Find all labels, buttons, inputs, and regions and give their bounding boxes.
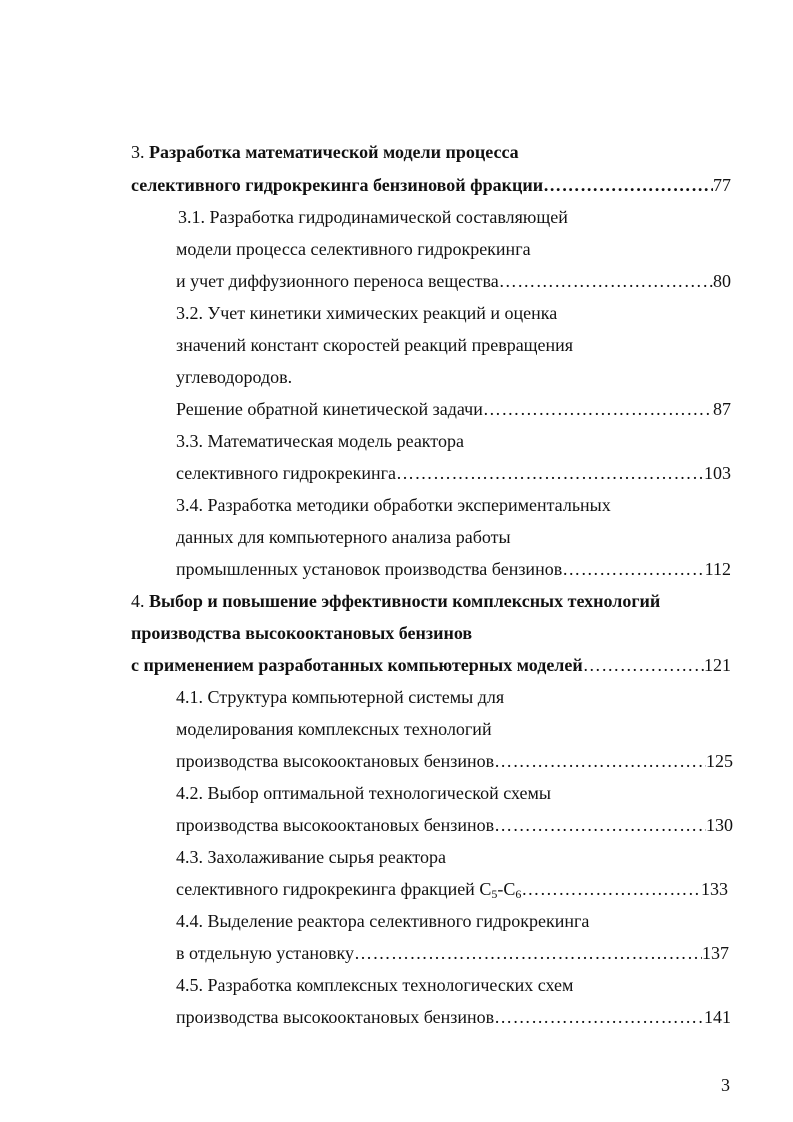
section-3-2-line3: углеводородов. <box>176 367 293 387</box>
section-4-3-line2 <box>176 878 521 900</box>
chapter-3-title-line1 <box>131 141 519 163</box>
section-4-3-dash-c: -C <box>497 879 516 899</box>
section-3-3-line2: селективного гидрокрекинга <box>176 463 397 483</box>
chapter-4-page: 121 <box>704 655 731 675</box>
section-4-2-entry <box>176 814 733 836</box>
section-4-1-page: 125 <box>706 751 733 771</box>
section-3-4-line3: промышленных установок производства бензинов <box>176 559 563 579</box>
chapter-3-title-cont: селективного гидрокрекинга бензиновой фракции <box>131 175 544 195</box>
section-3-4-line2: данных для компьютерного анализа работы <box>176 527 511 547</box>
section-4-3-page: 133 <box>701 879 728 899</box>
section-4-2-line1: 4.2. Выбор оптимальной технологической схемы <box>176 783 551 803</box>
section-4-1-entry <box>176 750 733 772</box>
section-3-2-line1: 3.2. Учет кинетики химических реакций и оценка <box>176 303 558 323</box>
chapter-3-title: Разработка математической модели процесса <box>149 142 519 162</box>
section-3-4-entry <box>176 558 731 580</box>
dot-leader <box>543 174 713 196</box>
chapter-4-title: Выбор и повышение эффективности комплексных технологий <box>149 591 661 611</box>
section-4-4-line2: в отдельную установку <box>176 943 354 963</box>
section-4-1-line2: моделирования комплексных технологий <box>176 719 492 739</box>
section-3-2-line2: значений констант скоростей реакций превращения <box>176 335 574 355</box>
section-4-4-line1: 4.4. Выделение реактора селективного гидрокрекинга <box>176 911 590 931</box>
section-4-5-page: 141 <box>704 1007 731 1027</box>
section-4-5-line2: производства высокооктановых бензинов <box>176 1007 495 1027</box>
page-number: 3 <box>721 1075 730 1095</box>
section-4-2-line2: производства высокооктановых бензинов <box>176 815 495 835</box>
dot-leader <box>499 270 713 292</box>
chapter-4-title-cont: с применением разработанных компьютерных моделей <box>131 655 583 675</box>
section-3-1-entry <box>176 270 731 292</box>
section-3-2-line4: Решение обратной кинетической задачи <box>176 399 483 419</box>
section-4-5-line1: 4.5. Разработка комплексных технологических схем <box>176 975 574 995</box>
subscript-5: 5 <box>491 887 498 901</box>
section-3-1-line3: и учет диффузионного переноса вещества <box>176 271 499 291</box>
section-4-2-page: 130 <box>706 815 733 835</box>
dot-leader <box>583 654 704 676</box>
chapter-4-title-line2: производства высокооктановых бензинов <box>131 623 473 643</box>
section-4-5-entry <box>176 1006 731 1028</box>
section-4-3-line1: 4.3. Захолаживание сырья реактора <box>176 847 447 867</box>
section-3-3-page: 103 <box>704 463 731 483</box>
section-4-1-line3: производства высокооктановых бензинов <box>176 751 495 771</box>
dot-leader <box>562 558 704 580</box>
dot-leader <box>483 398 713 420</box>
chapter-3-title-line2 <box>131 174 731 196</box>
section-3-4-page: 112 <box>704 559 731 579</box>
chapter-3-page: 77 <box>713 175 731 195</box>
section-3-1-line2: модели процесса селективного гидрокрекинга <box>176 239 531 259</box>
chapter-4-title-line3 <box>131 654 731 676</box>
section-4-3-text: селективного гидрокрекинга фракцией C <box>176 879 492 899</box>
chapter-3-number: 3. <box>131 142 145 162</box>
dot-leader <box>354 942 702 964</box>
dot-leader <box>494 814 706 836</box>
chapter-4-number: 4. <box>131 591 145 611</box>
section-4-4-page: 137 <box>702 943 729 963</box>
section-3-3-line1: 3.3. Математическая модель реактора <box>176 431 464 451</box>
section-3-1-page: 80 <box>713 271 731 291</box>
section-3-1-line1: 3.1. Разработка гидродинамической составляющей <box>178 207 568 227</box>
dot-leader <box>494 1006 704 1028</box>
section-3-3-entry <box>176 462 731 484</box>
dot-leader <box>396 462 704 484</box>
section-4-4-entry <box>176 942 729 964</box>
chapter-4-title-line1 <box>131 590 660 612</box>
section-4-3-entry <box>176 878 728 900</box>
section-3-2-page: 87 <box>713 399 731 419</box>
section-4-1-line1: 4.1. Структура компьютерной системы для <box>176 687 505 707</box>
section-3-2-entry <box>176 398 731 420</box>
subscript-6: 6 <box>515 887 522 901</box>
section-3-4-line1: 3.4. Разработка методики обработки экспериментальных <box>176 495 611 515</box>
dot-leader <box>521 878 701 900</box>
dot-leader <box>494 750 706 772</box>
